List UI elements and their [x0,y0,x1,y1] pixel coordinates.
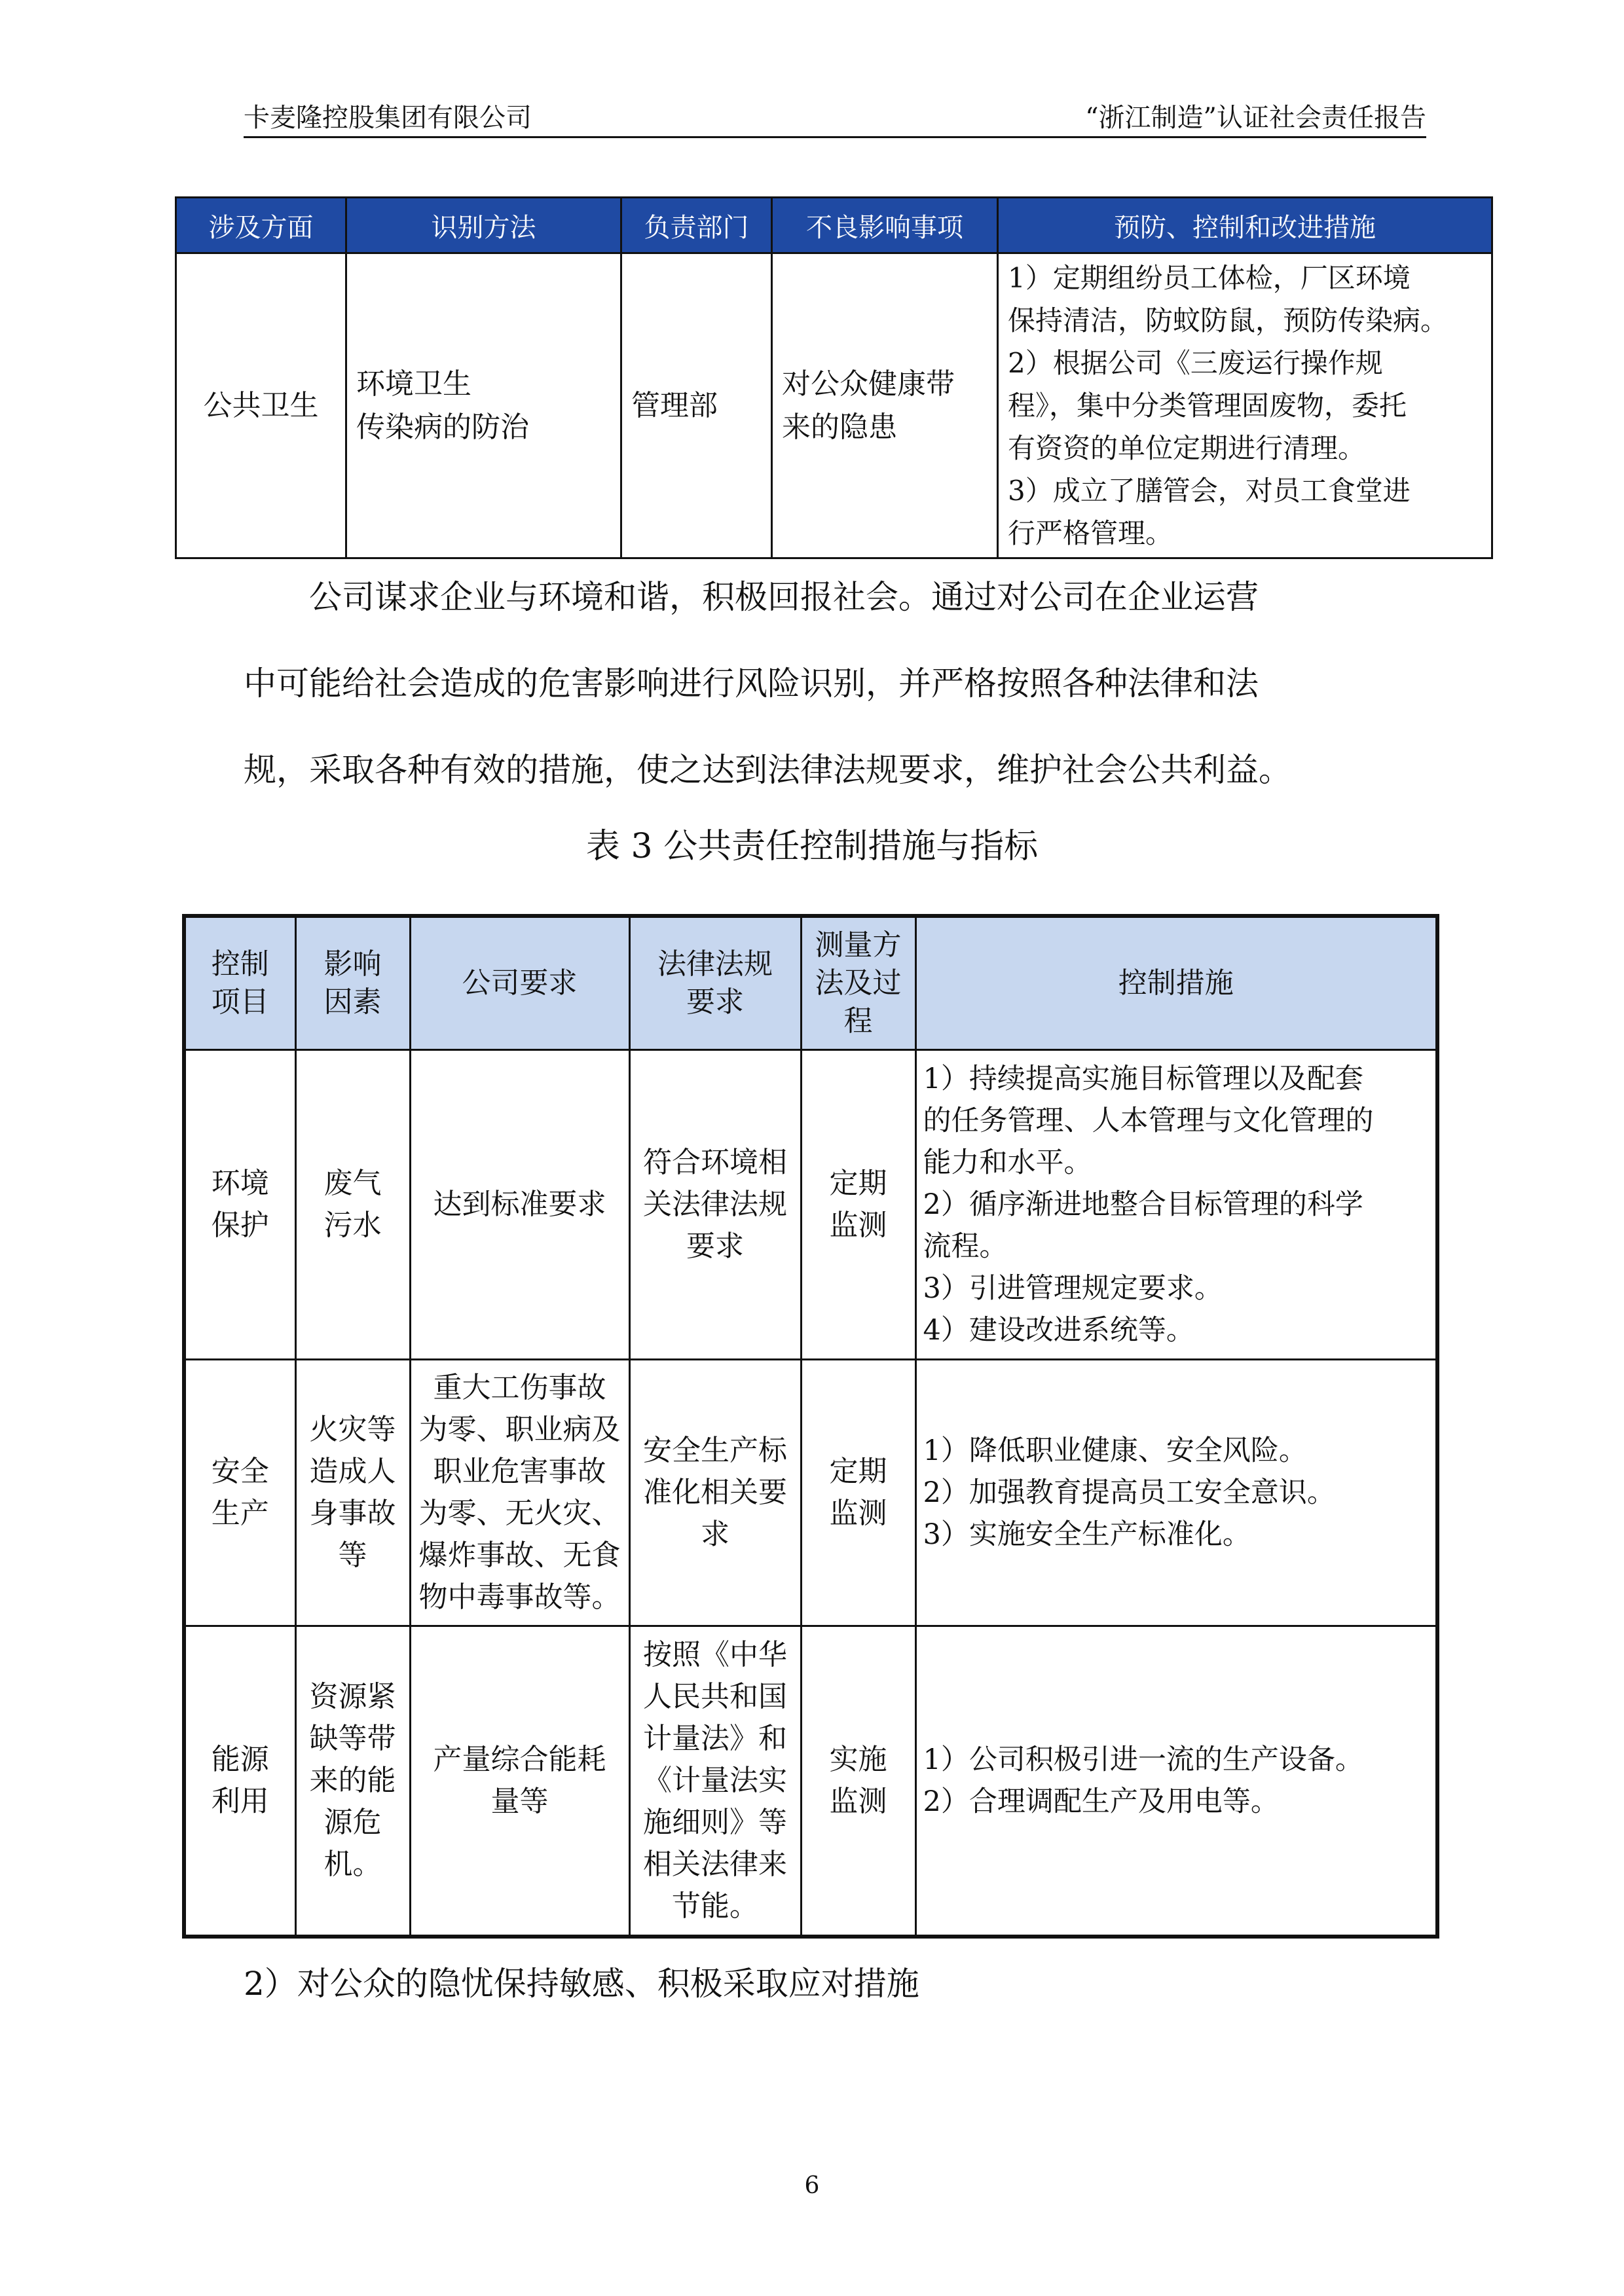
law-line: 准化相关要 [643,1476,787,1509]
requirement-cell [410,1050,629,1360]
header-company: 卡麦隆控股集团有限公司 [244,103,532,133]
impact-cell [772,253,998,558]
law-line: 人民共和国 [643,1680,787,1713]
header-line: 影响 [323,947,382,981]
table-row [184,1360,1437,1626]
header-line: 测量方 [815,928,902,962]
requirement-line: 为零、无火灾、 [418,1497,621,1530]
table-row [184,1626,1437,1937]
law-line: 《计量法实 [643,1764,787,1797]
measures-cell [998,253,1492,558]
header-line: 控制措施 [1118,966,1234,1000]
requirement-cell [410,1360,629,1626]
law-cell [629,1050,801,1360]
item-line: 环境 [211,1167,269,1200]
factor-cell [295,1626,410,1937]
body-paragraph [244,554,1426,813]
requirement-line: 物中毒事故等。 [418,1580,621,1614]
method-line: 传染病的防治 [356,410,529,444]
method-cell [801,1360,915,1626]
law-cell [629,1626,801,1937]
item-cell [184,1050,295,1360]
header-line: 程 [843,1004,873,1038]
method-cell [801,1050,915,1360]
law-line: 施细则》等 [643,1806,787,1839]
item-line: 安全 [211,1455,269,1488]
measures-cell [915,1360,1437,1626]
measures-line: 1）公司积极引进一流的生产设备。 [923,1743,1363,1776]
impact-line: 对公众健康带 [782,367,955,401]
header-line: 控制 [211,947,269,981]
measures-line: 的任务管理、人本管理与文化管理的 [923,1104,1374,1137]
header-line: 要求 [686,985,744,1019]
table2-header-cell [915,916,1437,1050]
item-line: 能源 [211,1743,269,1776]
measure-line: 3）成立了膳管会，对员工食堂进 [1008,475,1411,507]
impact-line: 来的隐患 [782,410,897,444]
method-line: 监测 [829,1497,887,1530]
factor-line: 源危 [323,1806,382,1839]
measure-line: 有资资的单位定期进行清理。 [1008,432,1366,464]
method-cell [346,253,621,558]
factor-line: 火灾等 [309,1413,396,1446]
table1-header-cell: 不良影响事项 [772,198,998,253]
table2-header-cell [629,916,801,1050]
factor-line: 机。 [323,1848,382,1881]
measures-line: 3）引进管理规定要求。 [923,1272,1223,1305]
factor-line: 污水 [323,1209,382,1242]
factor-line: 来的能 [309,1764,396,1797]
item-cell [184,1360,295,1626]
table1-header-cell: 涉及方面 [176,198,346,253]
measure-line: 保持清洁，防蚊防鼠，预防传染病。 [1008,304,1449,337]
method-cell [801,1626,915,1937]
factor-line: 等 [338,1539,367,1572]
measures-line: 1）降低职业健康、安全风险。 [923,1434,1307,1467]
table1-header-cell: 识别方法 [346,198,621,253]
item-line: 保护 [211,1209,269,1242]
measures-line: 4）建设改进系统等。 [923,1314,1194,1347]
requirement-line: 爆炸事故、无食 [418,1539,621,1572]
item-line: 生产 [211,1497,269,1530]
factor-line: 造成人 [309,1455,396,1488]
law-line: 相关法律来 [643,1848,787,1881]
table2-header-cell [410,916,629,1050]
header-line: 公司要求 [462,966,578,1000]
dept-cell: 管理部 [621,253,772,558]
section-subheading: 2）对公众的隐忧保持敏感、积极采取应对措施 [244,1965,919,2003]
requirement-line: 量等 [490,1785,549,1818]
factor-cell [295,1050,410,1360]
factor-line: 身事故 [309,1497,396,1530]
measure-line: 1）定期组纷员工体检，厂区环境 [1008,262,1411,294]
paragraph-line: 规，采取各种有效的措施，使之达到法律法规要求，维护社会公共利益。 [244,751,1291,789]
law-line: 安全生产标 [643,1434,787,1467]
header-rule [244,136,1426,138]
method-line: 环境卫生 [356,367,471,401]
law-line: 符合环境相 [643,1146,787,1179]
factor-cell [295,1360,410,1626]
requirement-cell [410,1626,629,1937]
table-row [184,1050,1437,1360]
header-report-title: “浙江制造”认证社会责任报告 [1085,103,1426,133]
measures-line: 2）合理调配生产及用电等。 [923,1785,1279,1818]
law-line: 关法律法规 [643,1188,787,1221]
header-line: 法及过 [815,966,902,1000]
table2-header-cell [801,916,915,1050]
factor-line: 废气 [323,1167,382,1200]
header-line: 法律法规 [657,947,773,981]
law-line: 按照《中华 [643,1638,787,1671]
table-caption: 表 3 公共责任控制措施与指标 [585,827,1039,866]
factor-line: 资源紧 [309,1680,396,1713]
paragraph-line: 中可能给社会造成的危害影响进行风险识别，并严格按照各种法律和法 [244,665,1259,702]
requirement-line: 重大工伤事故 [433,1371,606,1404]
measures-line: 3）实施安全生产标准化。 [923,1518,1251,1551]
public-health-table [175,196,1493,559]
measure-line: 行严格管理。 [1008,517,1173,549]
header-line: 因素 [323,985,382,1019]
method-line: 实施 [829,1743,887,1776]
table1-header-row [176,198,1492,253]
measures-line: 能力和水平。 [923,1146,1092,1179]
method-line: 定期 [829,1455,887,1488]
page-number: 6 [804,2172,820,2199]
law-line: 节能。 [672,1889,758,1923]
law-line: 计量法》和 [643,1722,787,1755]
law-line: 求 [701,1518,729,1551]
public-responsibility-table [182,914,1439,1939]
table1-header-cell: 预防、控制和改进措施 [998,198,1492,253]
table2-header-cell [295,916,410,1050]
requirement-line: 职业危害事故 [433,1455,606,1488]
table2-header-cell [184,916,295,1050]
measures-line: 流程。 [923,1230,1008,1263]
method-line: 监测 [829,1785,887,1818]
law-cell [629,1360,801,1626]
law-line: 要求 [686,1230,744,1263]
measures-cell [915,1626,1437,1937]
measures-cell [915,1050,1437,1360]
table2-header-row [184,916,1437,1050]
table1-header-cell: 负责部门 [621,198,772,253]
measures-line: 2）加强教育提高员工安全意识。 [923,1476,1335,1509]
measures-line: 2）循序渐进地整合目标管理的科学 [923,1188,1363,1221]
paragraph-line: 公司谋求企业与环境和谐，积极回报社会。通过对公司在企业运营 [309,578,1259,616]
measure-line: 2）根据公司《三废运行操作规 [1008,347,1383,379]
aspect-cell: 公共卫生 [176,253,346,558]
requirement-line: 达到标准要求 [433,1188,606,1221]
header-line: 项目 [211,985,269,1019]
factor-line: 缺等带 [309,1722,396,1755]
requirement-line: 为零、职业病及 [418,1413,621,1446]
method-line: 定期 [829,1167,887,1200]
method-line: 监测 [829,1209,887,1242]
item-line: 利用 [211,1785,269,1818]
measure-line: 程》，集中分类管理固废物，委托 [1008,390,1407,422]
item-cell [184,1626,295,1937]
requirement-line: 产量综合能耗 [433,1743,606,1776]
table-row [176,253,1492,558]
measures-line: 1）持续提高实施目标管理以及配套 [923,1063,1363,1095]
